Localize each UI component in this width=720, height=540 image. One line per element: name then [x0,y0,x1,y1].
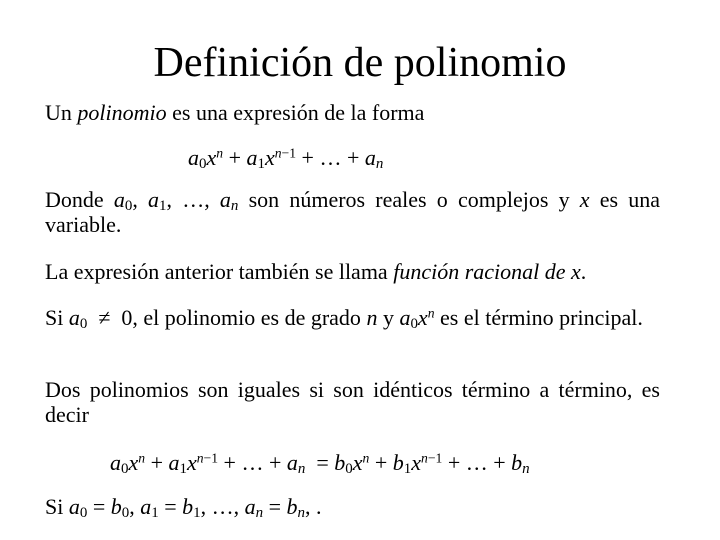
rational-text-start: La expresión anterior también se llama [45,259,394,284]
intro-text-start: Un [45,100,78,125]
rational-text-end: . [580,259,587,284]
degree-paragraph: Si $a_0 \ne 0$, el polinomio es de grado n y $a_0x^n$ es el término principal. [45,305,643,332]
intro-text-end: es una expresión de la forma [166,100,425,125]
rational-function-paragraph [45,259,660,284]
rational-function-term: función racional de x [393,259,581,284]
equality-formula: $a_0x^n + a_1x^{n-1}$ + … + $a_n = b_0x^n + b_1x^{n-1}$ + … + $b_n$ [110,450,530,477]
slide-title: Definición de polinomio [153,40,567,86]
coefficient-equality-paragraph: Si $a_0 = b_0$, $a_1 = b_1$, …, $a_n = b_n$, . [45,494,322,521]
equality-paragraph: Dos polinomios son iguales si son idénticos término a término, es decir [45,377,660,427]
intro-paragraph [45,100,660,125]
polynomial-formula: $a_0x^n + a_1x^{n-1}$ + … + $a_n$ [188,145,384,172]
coefficients-paragraph: Donde $a_0$, $a_1$, …, $a_n$ son números reales o complejos y x es una variable. [45,187,661,237]
polinomio-term: polinomio [77,100,167,125]
